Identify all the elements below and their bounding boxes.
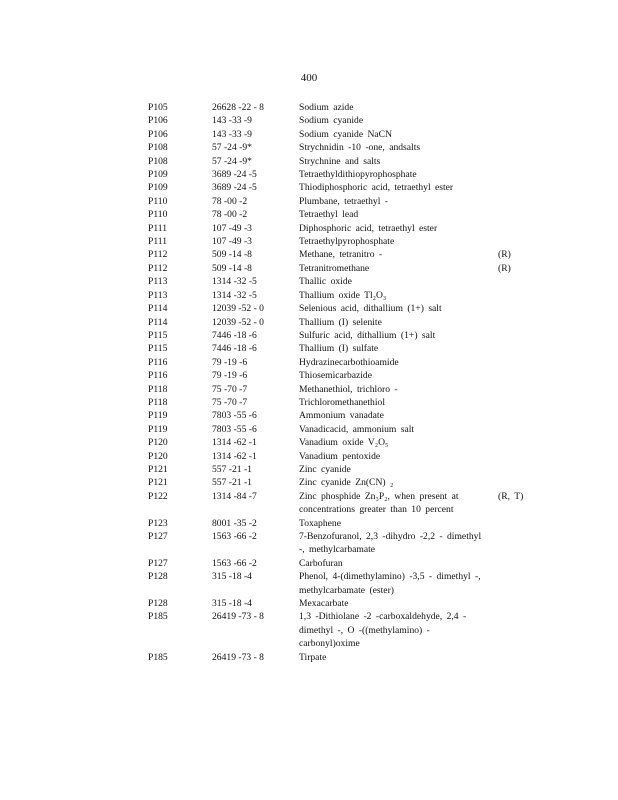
cas-number: 1314 -32 -5 <box>212 276 257 288</box>
substance-name: Tetranitromethane <box>299 262 370 274</box>
substance-name: Vanadicacid, ammonium salt <box>299 423 415 435</box>
substance-name: Plumbane, tetraethyl - <box>299 195 388 207</box>
substance-name: 7-Benzofuranol, 2,3 -dihydro -2,2 - dimethyl -, methylcarbamate <box>299 531 482 556</box>
table-row <box>0 423 618 436</box>
table-row <box>0 450 618 463</box>
substance-name: Carbofuran <box>299 557 343 569</box>
cas-number: 557 -21 -1 <box>212 463 252 475</box>
cas-number: 57 -24 -9* <box>212 155 252 167</box>
cas-number: 12039 -52 - 0 <box>212 316 264 328</box>
waste-code: P119 <box>148 410 168 422</box>
cas-number: 26419 -73 - 8 <box>212 611 264 623</box>
waste-code: P127 <box>148 557 168 569</box>
cas-number: 79 -19 -6 <box>212 356 248 368</box>
table-row <box>0 128 618 141</box>
table-row <box>0 356 618 369</box>
cas-number: 78 -00 -2 <box>212 195 248 207</box>
waste-code: P115 <box>148 329 168 341</box>
cas-number: 143 -33 -9 <box>212 128 252 140</box>
waste-code: P106 <box>148 128 168 140</box>
cas-number: 509 -14 -8 <box>212 249 252 261</box>
substance-name: Thiodiphosphoric acid, tetraethyl ester <box>299 182 454 194</box>
table-row <box>0 463 618 476</box>
table-row <box>0 530 618 557</box>
waste-code: P108 <box>148 155 168 167</box>
waste-code: P120 <box>148 450 168 462</box>
cas-number: 7803 -55 -6 <box>212 410 257 422</box>
waste-code: P110 <box>148 195 168 207</box>
table-row <box>0 342 618 355</box>
cas-number: 3689 -24 -5 <box>212 182 257 194</box>
substance-name: Tirpate <box>299 651 327 663</box>
waste-code: P128 <box>148 598 168 610</box>
substance-name: Diphosphoric acid, tetraethyl ester <box>299 222 438 234</box>
cas-number: 107 -49 -3 <box>212 236 252 248</box>
cas-number: 509 -14 -8 <box>212 262 252 274</box>
waste-code: P120 <box>148 437 168 449</box>
waste-code: P112 <box>148 249 168 261</box>
waste-code: P123 <box>148 517 168 529</box>
substance-name: Tetraethylpyrophosphate <box>299 236 395 248</box>
page-number: 400 <box>300 72 318 84</box>
waste-code: P185 <box>148 651 168 663</box>
substance-name: Vanadium oxide V₂O₅ <box>299 437 389 449</box>
substance-name: Mexacarbate <box>299 598 349 610</box>
substance-name: Thallium oxide Tl₂O₃ <box>299 289 387 301</box>
table-row <box>0 181 618 194</box>
waste-code: P121 <box>148 477 168 489</box>
substance-name: Strychnidin -10 -one, andsalts <box>299 142 421 154</box>
cas-number: 57 -24 -9* <box>212 142 252 154</box>
table-row <box>0 597 618 610</box>
cas-number: 79 -19 -6 <box>212 370 248 382</box>
substance-name: Trichloromethanethiol <box>299 396 385 408</box>
table-row <box>0 195 618 208</box>
table-row <box>0 289 618 302</box>
substance-name: Sodium cyanide NaCN <box>299 128 392 140</box>
substance-name: Hydrazinecarbothioamide <box>299 356 399 368</box>
substance-name: Methane, tetranitro - <box>299 249 383 261</box>
cas-number: 1314 -62 -1 <box>212 437 257 449</box>
cas-number: 107 -49 -3 <box>212 222 252 234</box>
waste-code: P109 <box>148 182 168 194</box>
table-row <box>0 651 618 664</box>
table-row <box>0 329 618 342</box>
cas-number: 12039 -52 - 0 <box>212 303 264 315</box>
substance-name: Thallium (I) selenite <box>299 316 382 328</box>
waste-code: P118 <box>148 383 168 395</box>
table-row <box>0 436 618 449</box>
table-row <box>0 396 618 409</box>
table-row <box>0 155 618 168</box>
waste-code: P118 <box>148 396 168 408</box>
table-row <box>0 101 618 114</box>
substance-name: Vanadium pentoxide <box>299 450 381 462</box>
substance-name: Sodium cyanide <box>299 115 364 127</box>
hazardous-waste-table <box>0 101 618 664</box>
table-row <box>0 490 618 517</box>
cas-number: 26419 -73 - 8 <box>212 651 264 663</box>
substance-name: Tetraethyl lead <box>299 209 359 221</box>
substance-name: Zinc cyanide Zn(CN) ₂ <box>299 477 394 489</box>
cas-number: 75 -70 -7 <box>212 383 248 395</box>
waste-code: P121 <box>148 463 168 475</box>
cas-number: 1563 -66 -2 <box>212 557 257 569</box>
waste-code: P113 <box>148 276 168 288</box>
hazard-code: (R) <box>498 249 511 261</box>
table-row <box>0 208 618 221</box>
cas-number: 7803 -55 -6 <box>212 423 257 435</box>
table-row <box>0 248 618 261</box>
substance-name: Methanethiol, trichloro - <box>299 383 398 395</box>
waste-code: P112 <box>148 262 168 274</box>
substance-name: Toxaphene <box>299 517 341 529</box>
substance-name: Sulfuric acid, dithallium (1+) salt <box>299 329 436 341</box>
cas-number: 1314 -84 -7 <box>212 490 257 502</box>
table-row <box>0 222 618 235</box>
substance-name: Zinc cyanide <box>299 463 351 475</box>
cas-number: 315 -18 -4 <box>212 571 252 583</box>
cas-number: 3689 -24 -5 <box>212 169 257 181</box>
cas-number: 1314 -62 -1 <box>212 450 257 462</box>
waste-code: P119 <box>148 423 168 435</box>
table-row <box>0 557 618 570</box>
substance-name: Thiosemicarbazide <box>299 370 372 382</box>
waste-code: P116 <box>148 370 168 382</box>
waste-code: P116 <box>148 356 168 368</box>
waste-code: P185 <box>148 611 168 623</box>
substance-name: Zinc phosphide Zn₃P₂, when present at concentrations greater than 10 percent <box>299 490 459 516</box>
cas-number: 75 -70 -7 <box>212 396 248 408</box>
waste-code: P114 <box>148 316 168 328</box>
table-row <box>0 383 618 396</box>
waste-code: P128 <box>148 571 168 583</box>
substance-name: Phenol, 4-(dimethylamino) -3,5 - dimethyl -, methylcarbamate (ester) <box>299 571 481 596</box>
waste-code: P122 <box>148 490 168 502</box>
substance-name: Strychnine and salts <box>299 155 381 167</box>
waste-code: P106 <box>148 115 168 127</box>
cas-number: 7446 -18 -6 <box>212 343 257 355</box>
table-row <box>0 517 618 530</box>
cas-number: 26628 -22 - 8 <box>212 102 264 113</box>
cas-number: 143 -33 -9 <box>212 115 252 127</box>
waste-code: P111 <box>148 222 168 234</box>
substance-name: Thallic oxide <box>299 276 352 288</box>
waste-code: P109 <box>148 169 168 181</box>
substance-name: Sodium azide <box>299 102 354 113</box>
table-row <box>0 409 618 422</box>
substance-name: Ammonium vanadate <box>299 410 384 422</box>
table-row <box>0 275 618 288</box>
table-row <box>0 235 618 248</box>
waste-code: P105 <box>148 102 168 113</box>
substance-name: Thallium (I) sulfate <box>299 343 379 355</box>
waste-code: P113 <box>148 289 168 301</box>
table-row <box>0 369 618 382</box>
cas-number: 557 -21 -1 <box>212 477 252 489</box>
waste-code: P115 <box>148 343 168 355</box>
cas-number: 8001 -35 -2 <box>212 517 257 529</box>
hazard-code: (R) <box>498 262 511 274</box>
table-row <box>0 610 618 650</box>
waste-code: P114 <box>148 303 168 315</box>
table-row <box>0 476 618 489</box>
table-row <box>0 316 618 329</box>
waste-code: P127 <box>148 531 168 542</box>
waste-code: P110 <box>148 209 168 221</box>
hazard-code: (R, T) <box>498 490 524 502</box>
substance-name: Tetraethyldithiopyrophosphate <box>299 169 417 181</box>
cas-number: 1314 -32 -5 <box>212 289 257 301</box>
substance-name: 1,3 -Dithiolane -2 -carboxaldehyde, 2,4 - dimethyl -, O -((methylamino) - carbonyl)oxime <box>299 611 467 650</box>
table-row <box>0 141 618 154</box>
substance-name: Selenious acid, dithallium (1+) salt <box>299 303 442 315</box>
cas-number: 1563 -66 -2 <box>212 531 257 542</box>
table-row <box>0 168 618 181</box>
table-row <box>0 114 618 127</box>
cas-number: 315 -18 -4 <box>212 598 252 610</box>
table-row <box>0 302 618 315</box>
cas-number: 7446 -18 -6 <box>212 329 257 341</box>
waste-code: P108 <box>148 142 168 154</box>
cas-number: 78 -00 -2 <box>212 209 248 221</box>
table-row <box>0 570 618 597</box>
waste-code: P111 <box>148 236 168 248</box>
table-row <box>0 262 618 275</box>
